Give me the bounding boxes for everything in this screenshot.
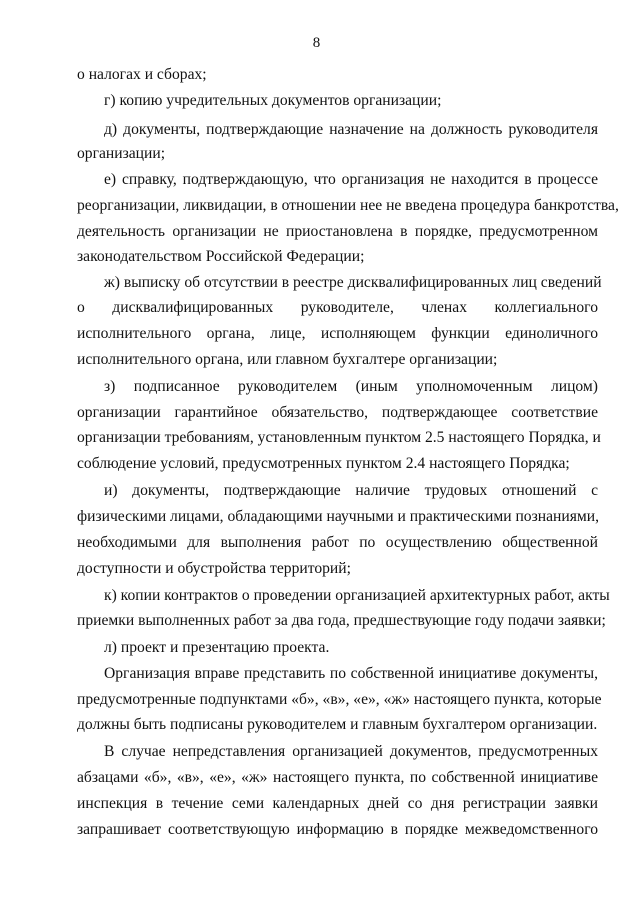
text-line: предусмотренные подпунктами «б», «в», «е», «ж» настоящего пункта, которые — [77, 691, 602, 708]
text-line: законодательством Российской Федерации; — [77, 248, 365, 265]
text-line: приемки выполненных работ за два года, предшествующие году подачи заявки; — [77, 612, 606, 629]
text-line: д) документы, подтверждающие назначение на должность руководителя — [104, 121, 598, 138]
text-line: должны быть подписаны руководителем и главным бухгалтером организации. — [77, 716, 598, 733]
text-line: организации требованиям, установленным пунктом 2.5 настоящего Порядка, и — [77, 429, 601, 446]
text-line: л) проект и презентацию проекта. — [104, 639, 330, 656]
text-line: к) копии контрактов о проведении организацией архитектурных работ, акты — [104, 587, 610, 604]
text-line: необходимыми для выполнения работ по осуществлению общественной — [77, 534, 598, 551]
text-line: деятельность организации не приостановлена в порядке, предусмотренном — [77, 223, 598, 240]
text-line: Организация вправе представить по собственной инициативе документы, — [104, 665, 598, 682]
text-line: инспекция в течение семи календарных дней со дня регистрации заявки — [77, 795, 598, 812]
text-line: реорганизации, ликвидации, в отношении нее не введена процедура банкротства, — [77, 197, 619, 214]
text-line: соблюдение условий, предусмотренных пунктом 2.4 настоящего Порядка; — [77, 455, 570, 472]
text-line: абзацами «б», «в», «е», «ж» настоящего пункта, по собственной инициативе — [77, 769, 598, 786]
text-line: физическими лицами, обладающими научными и практическими познаниями, — [77, 508, 600, 525]
text-line: В случае непредставления организацией документов, предусмотренных — [104, 743, 598, 760]
text-line: доступности и обустройства территорий; — [77, 560, 351, 577]
page-number: 8 — [312, 35, 321, 51]
text-line: организации; — [77, 145, 166, 162]
text-line: исполнительного органа, лице, исполняющем функции единоличного — [77, 325, 598, 342]
text-line: и) документы, подтверждающие наличие трудовых отношений с — [104, 482, 598, 499]
text-line: ж) выписку об отсутствии в реестре дисквалифицированных лиц сведений — [104, 274, 602, 291]
text-line: о налогах и сборах; — [77, 66, 207, 83]
text-line: о дисквалифицированных руководителе, членах коллегиального — [77, 299, 598, 316]
text-line: исполнительного органа, или главном бухгалтере организации; — [77, 351, 498, 368]
text-line: з) подписанное руководителем (иным уполномоченным лицом) — [104, 378, 598, 395]
text-line: г) копию учредительных документов организации; — [104, 92, 442, 109]
text-line: организации гарантийное обязательство, подтверждающее соответствие — [77, 404, 598, 421]
text-line: е) справку, подтверждающую, что организация не находится в процессе — [104, 171, 598, 188]
text-line: запрашивает соответствующую информацию в порядке межведомственного — [77, 821, 598, 838]
